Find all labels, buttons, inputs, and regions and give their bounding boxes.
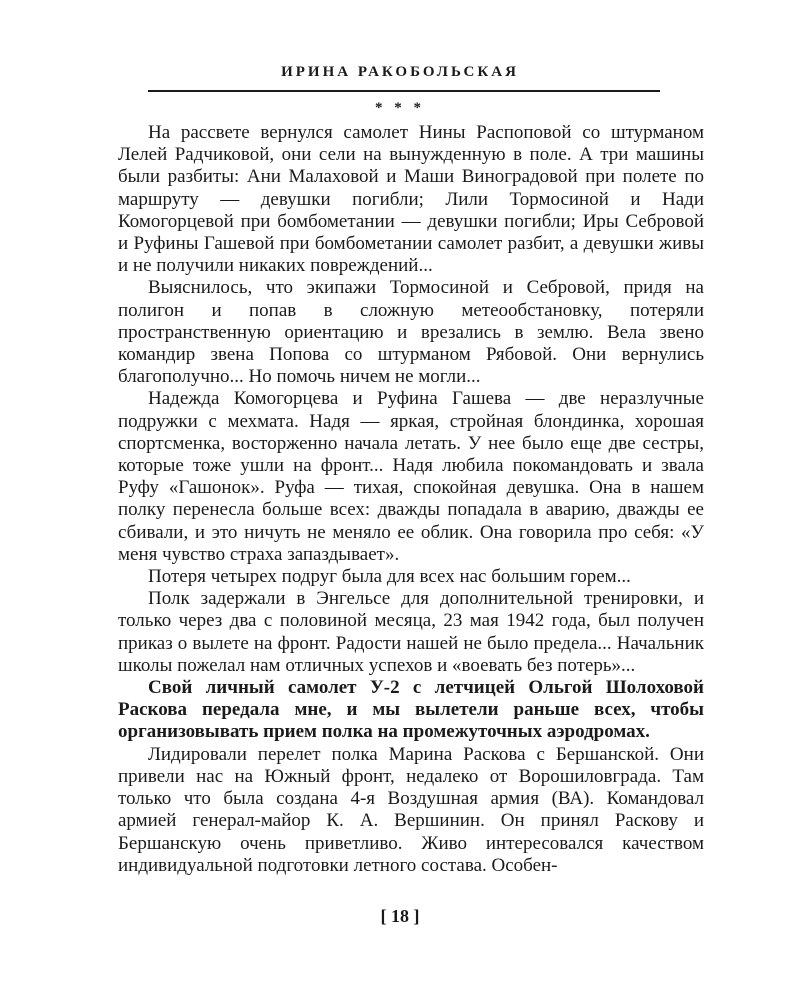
- body-text: [118, 122, 704, 877]
- paragraph: Потеря четырех подруг была для всех нас большим горем...: [148, 566, 631, 588]
- running-head-author: ИРИНА РАКОБОЛЬСКАЯ: [281, 64, 519, 80]
- paragraph: Свой личный самолет У-2 с летчицей Ольгой Шолоховой Раскова передала мне, и мы вылетели раньше всех, чтобы организовывать прием полка на промежуточных аэродромах.: [118, 677, 704, 743]
- header-rule: [148, 90, 660, 92]
- section-break-asterisks: * * *: [375, 100, 425, 116]
- paragraph: Полк задержали в Энгельсе для дополнительной тренировки, и только через два с половиной месяца, 23 мая 1942 года, был получен приказ о вылете на фронт. Радости нашей не было предела... Начальник школы пожелал нам отличных успехов и «воевать без потерь»...: [118, 588, 704, 676]
- paragraph: Выяснилось, что экипажи Тормосиной и Себровой, придя на полигон и попав в сложную метеообстановку, потеряли пространственную ориентацию и врезались в землю. Вела звено командир звена Попова со штурманом Рябовой. Они вернулись благополучно... Но помочь ничем не могли...: [118, 277, 704, 388]
- paragraph: На рассвете вернулся самолет Нины Распоповой со штурманом Лелей Радчиковой, они сели на вынужденную в поле. А три машины были разбиты: Ани Малаховой и Маши Виноградовой при полете по маршруту — девушки погибли; Лили Тормосиной и Нади Комогорцевой при бомбометании — девушки погибли; Иры Себровой и Руфины Гашевой при бомбометании самолет разбит, а девушки живы и не получили никаких повреждений...: [118, 122, 704, 277]
- paragraph: Надежда Комогорцева и Руфина Гашева — две неразлучные подружки с мехмата. Надя — яркая, стройная блондинка, хорошая спортсменка, восторженно начала летать. У нее было еще две сестры, которые тоже ушли на фронт... Надя любила покомандовать и звала Руфу «Гашонок». Руфа — тихая, спокойная девушка. Она в нашем полку перенесла больше всех: дважды попадала в аварию, дважды ее сбивали, и это ничуть не меняло ее облик. Она говорила про себя: «У меня чувство страха запаздывает».: [118, 388, 704, 565]
- page-number: [ 18 ]: [380, 906, 420, 926]
- paragraph: Лидировали перелет полка Марина Раскова с Бершанской. Они привели нас на Южный фронт, недалеко от Ворошиловграда. Там только что была создана 4-я Воздушная армия (ВА). Командовал армией генерал-майор К. А. Вершинин. Он принял Раскову и Бершанскую очень приветливо. Живо интересовался качеством индивидуальной подготовки летного состава. Особен-: [118, 743, 704, 876]
